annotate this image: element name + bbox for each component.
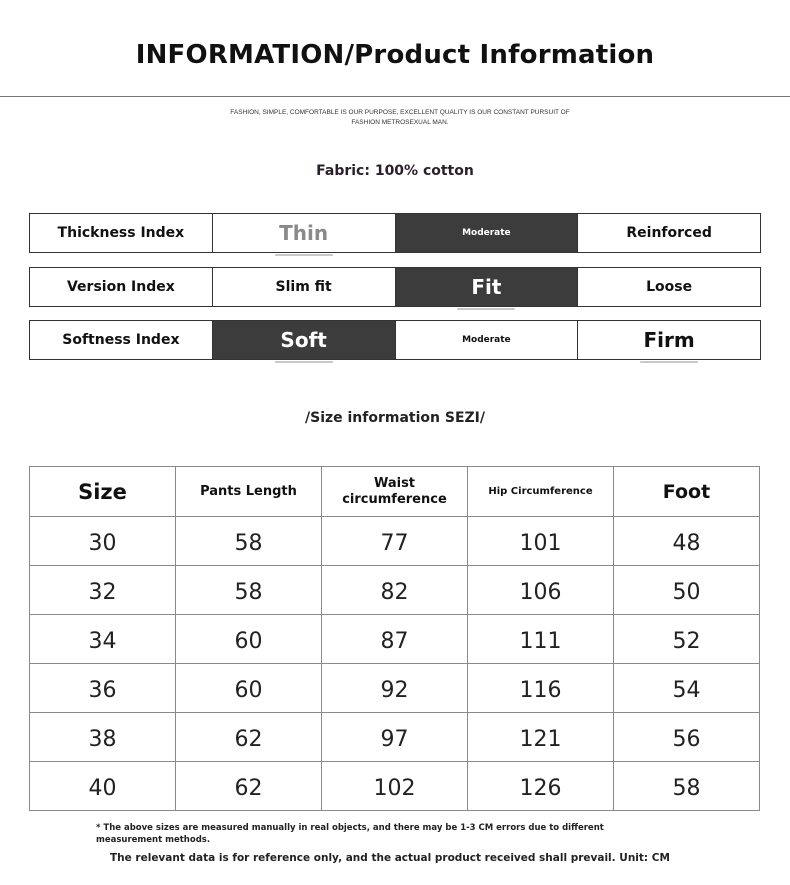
- table-cell: 102: [322, 762, 468, 811]
- table-cell: 101: [468, 517, 614, 566]
- column-header-foot: Foot: [614, 467, 760, 517]
- table-cell: 60: [176, 615, 322, 664]
- column-header-size: Size: [30, 467, 176, 517]
- table-cell: 38: [30, 713, 176, 762]
- softness-option-label: Moderate: [462, 335, 511, 345]
- size-table: [29, 466, 760, 811]
- softness-option-moderate: [395, 321, 578, 359]
- table-cell: 82: [322, 566, 468, 615]
- table-cell: 62: [176, 713, 322, 762]
- page-title: INFORMATION/Product Information: [135, 40, 655, 70]
- table-row: [30, 713, 760, 762]
- option-underline: [275, 254, 333, 256]
- thickness-option-reinforced: [577, 214, 760, 252]
- reference-note: The relevant data is for reference only, and the actual product received shall prevail. Unit: CM: [110, 852, 670, 864]
- thickness-index-label-cell: [30, 214, 212, 252]
- table-cell: 92: [322, 664, 468, 713]
- column-header-waist: Waist circumference: [322, 467, 468, 517]
- softness-index-label: Softness Index: [62, 332, 180, 348]
- table-cell: 77: [322, 517, 468, 566]
- table-cell: 106: [468, 566, 614, 615]
- measurement-note: * The above sizes are measured manually in real objects, and there may be 1-3 CM errors due to different measurement methods.: [96, 823, 604, 845]
- table-row: [30, 615, 760, 664]
- thickness-option-thin: [212, 214, 395, 252]
- table-cell: 52: [614, 615, 760, 664]
- table-row: [30, 762, 760, 811]
- version-index-label-cell: [30, 268, 212, 306]
- table-cell: 40: [30, 762, 176, 811]
- softness-option-firm: [577, 321, 760, 359]
- table-cell: 56: [614, 713, 760, 762]
- table-cell: 62: [176, 762, 322, 811]
- option-underline: [275, 361, 333, 363]
- table-cell: 30: [30, 517, 176, 566]
- thickness-index-row: [29, 213, 761, 253]
- option-underline: [457, 308, 515, 310]
- softness-option-soft: [212, 321, 395, 359]
- softness-index-label-cell: [30, 321, 212, 359]
- version-option-slim-fit: [212, 268, 395, 306]
- table-cell: 58: [176, 566, 322, 615]
- size-table-header-row: [30, 467, 760, 517]
- table-row: [30, 517, 760, 566]
- table-cell: 54: [614, 664, 760, 713]
- table-cell: 58: [614, 762, 760, 811]
- thickness-index-label: Thickness Index: [57, 225, 185, 241]
- softness-option-label: Soft: [280, 328, 327, 352]
- softness-option-label: Firm: [643, 328, 695, 352]
- column-header-pants-length: Pants Length: [176, 467, 322, 517]
- table-cell: 36: [30, 664, 176, 713]
- table-cell: 58: [176, 517, 322, 566]
- thickness-option-label: Thin: [279, 221, 329, 245]
- table-cell: 34: [30, 615, 176, 664]
- table-cell: 97: [322, 713, 468, 762]
- table-cell: 121: [468, 713, 614, 762]
- thickness-option-label: Moderate: [462, 228, 511, 238]
- version-option-loose: [577, 268, 760, 306]
- table-cell: 32: [30, 566, 176, 615]
- option-underline: [640, 361, 698, 363]
- table-row: [30, 664, 760, 713]
- column-header-hip: Hip Circumference: [468, 467, 614, 517]
- table-cell: 48: [614, 517, 760, 566]
- thickness-option-label: Reinforced: [626, 225, 712, 241]
- version-option-label: Loose: [646, 279, 693, 295]
- fabric-info: Fabric: 100% cotton: [316, 163, 474, 179]
- thickness-option-moderate: [395, 214, 578, 252]
- table-cell: 87: [322, 615, 468, 664]
- table-cell: 60: [176, 664, 322, 713]
- table-cell: 126: [468, 762, 614, 811]
- table-cell: 111: [468, 615, 614, 664]
- table-cell: 116: [468, 664, 614, 713]
- version-option-label: Fit: [471, 275, 502, 299]
- table-row: [30, 566, 760, 615]
- size-section-heading: /Size information SEZI/: [305, 410, 485, 426]
- tagline: FASHION, SIMPLE, COMFORTABLE IS OUR PURPOSE, EXCELLENT QUALITY IS OUR CONSTANT PURSUIT OF FASHION METROSEXUAL MAN.: [230, 109, 570, 126]
- table-cell: 50: [614, 566, 760, 615]
- title-divider: [0, 96, 790, 97]
- softness-index-row: [29, 320, 761, 360]
- version-option-fit: [395, 268, 578, 306]
- version-index-label: Version Index: [66, 279, 175, 295]
- version-index-row: [29, 267, 761, 307]
- version-option-label: Slim fit: [275, 279, 332, 295]
